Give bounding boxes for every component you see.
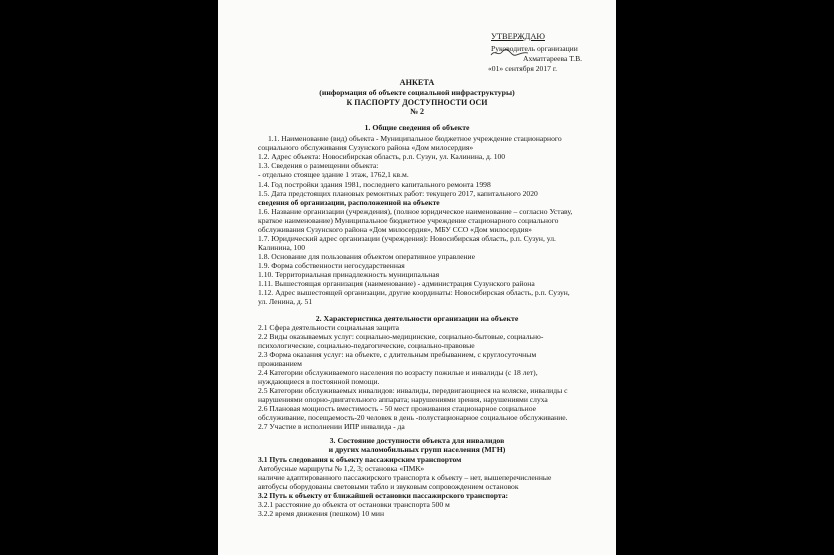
approval-line-1: Руководитель организации [491, 44, 578, 53]
section-1-line: 1.7. Юридический адрес организации (учреждения): Новосибирская область, р.п. Сузун, ул. [258, 234, 556, 243]
section-1-line: краткое наименование) Муниципальное бюджетное учреждение стационарного социального [258, 216, 559, 225]
section-2-line: 2.5 Категории обслуживаемых инвалидов: инвалиды, передвигающиеся на коляске, инвалиды с [258, 386, 568, 395]
section-1-line: 1.8. Основание для пользования объектом оперативное управление [258, 252, 475, 261]
section-3-line: Автобусные маршруты № 1,2, 3; остановка «ПМК» [258, 464, 425, 473]
section-1-line: Калинина, 100 [258, 243, 306, 252]
section-2-line: нуждающиеся в постоянной помощи. [258, 377, 380, 386]
section-2-line: нарушениями опорно-двигательного аппарата; нарушениями зрения, нарушениями слуха [258, 395, 548, 404]
section-2-line: 2.7 Участие в исполнении ИПР инвалида - да [258, 422, 405, 431]
section-1-line: 1.5. Дата предстоящих плановых ремонтных работ: текущего 2017, капитального 2020 [258, 189, 538, 198]
section-3-2-title: 3.2 Путь к объекту от ближайшей остановки пассажирского транспорта: [258, 491, 509, 500]
section-1-line: 1.4. Год постройки здания 1981, последнего капитального ремонта 1998 [258, 180, 491, 189]
section-1-line: 1.3. Сведения о размещении объекта: [258, 161, 379, 170]
section-3-title: 3. Состояние доступности объекта для инвалидов [329, 436, 505, 445]
approval-title: УТВЕРЖДАЮ [491, 32, 545, 41]
section-1-line: 1.6. Название организации (учреждения), (полное юридическое наименование – согласно Уставу, [258, 207, 573, 216]
section-1-line: 1.2. Адрес объекта: Новосибирская область, р.п. Сузун, ул. Калинина, д. 100 [258, 152, 506, 161]
form-title: АНКЕТА [399, 78, 435, 87]
section-3-line: 3.2.1 расстояние до объекта от остановки транспорта 500 м [258, 500, 450, 509]
section-2-line: 2.6 Плановая мощность вместимость - 50 мест проживания стационарное социальное [258, 404, 536, 413]
section-1-line: 1.9. Форма собственности негосударственная [258, 261, 405, 270]
section-1-subtitle: сведения об организации, расположенной на объекте [258, 198, 440, 207]
section-1-line: 1.11. Вышестоящая организация (наименование) - администрация Сузунского района [258, 279, 535, 288]
approval-line-3: «01» сентября 2017 г. [488, 64, 557, 73]
section-2-line: 2.4 Категории обслуживаемого населения по возрасту пожилые и инвалиды (с 18 лет), [258, 368, 538, 377]
section-1-line: - отдельно стоящее здание 1 этаж, 1762,1 кв.м. [258, 170, 409, 179]
section-3-line: 3.2.2 время движения (пешком) 10 мин [258, 509, 385, 518]
section-1-line: 1.12. Адрес вышестоящей организации, другие координаты: Новосибирская область, р.п. Сузун, [258, 288, 570, 297]
section-1-line: социального обслуживания Сузунского района «Дом милосердия» [258, 143, 474, 152]
section-2-line: проживанием [258, 359, 302, 368]
section-2-line: обслуживание, посещаемость-20 человек в день -полустационарное социальное обслуживание. [258, 413, 568, 422]
section-3-title-2: и других маломобильных групп населения (МГН) [328, 445, 506, 454]
section-1-line: обслуживания Сузунского района «Дом милосердия», МБУ ССО «Дом милосердия» [258, 225, 532, 234]
section-2-line: 2.1 Сфера деятельности социальная защита [258, 323, 400, 332]
section-1-title: 1. Общие сведения об объекте [364, 123, 470, 132]
section-3-1-title: 3.1 Путь следования к объекту пассажирским транспортом [258, 455, 462, 464]
section-3-line: наличие адаптированного пассажирского транспорта к объекту – нет, вышеперечисленные [258, 473, 552, 482]
section-1-line: ул. Ленина, д. 51 [258, 297, 313, 306]
section-2-line: 2.2 Виды оказываемых услуг: социально-медицинские, социально-бытовые, социально- [258, 332, 544, 341]
passport-title: К ПАСПОРТУ ДОСТУПНОСТИ ОСИ [346, 98, 488, 107]
section-2-line: психологические, социально-педагогические, социально-правовые [258, 341, 475, 350]
document-page [218, 0, 616, 555]
approval-line-2: Ахматгареева Т.В. [523, 54, 583, 63]
section-3-line: автобусы оборудованы световыми табло и звуковым сопровождением остановок [258, 482, 519, 491]
form-number: № 2 [409, 107, 425, 116]
section-1-line: 1.10. Территориальная принадлежность муниципальная [258, 270, 440, 279]
form-subtitle: (информация об объекте социальной инфраструктуры) [319, 88, 515, 97]
section-2-title: 2. Характеристика деятельности организации на объекте [315, 314, 519, 323]
section-2-line: 2.3 Форма оказания услуг: на объекте, с длительным пребыванием, с круглосуточным [258, 350, 537, 359]
section-1-line: 1.1. Наименование (вид) объекта - Муниципальное бюджетное учреждение стационарного [268, 134, 562, 143]
